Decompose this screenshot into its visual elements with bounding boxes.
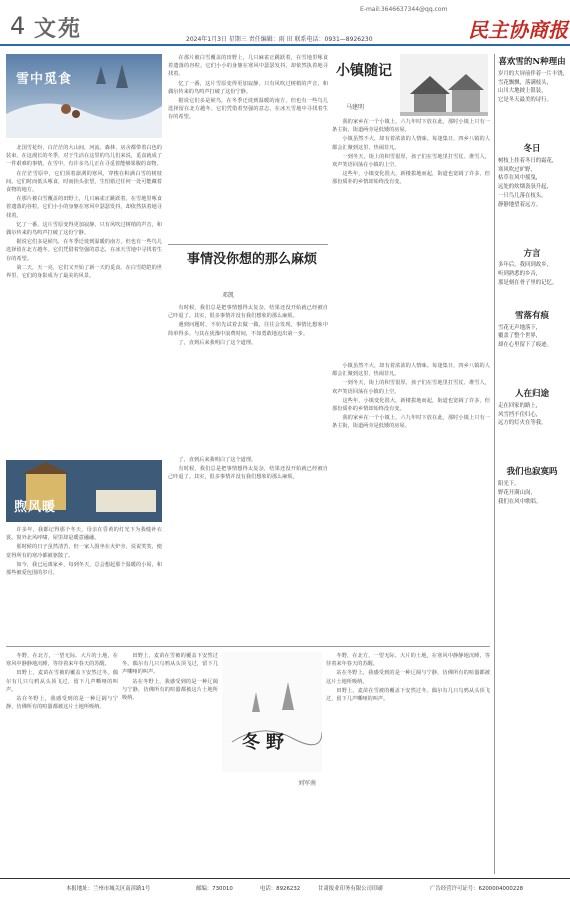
winter-title: 冬野 xyxy=(242,732,290,753)
poem-1: 喜欢雪的N种理由 岁月的大屏前伴着一片丰饶， 雪花飘飘，落满枝头， 山川大地披上银装， 它是冬天最美的诗行。 xyxy=(498,57,569,104)
footer-printer: 甘肃报业印务有限公司印刷 xyxy=(318,886,383,892)
divider xyxy=(168,244,328,245)
mood-author: 邓凯 xyxy=(222,292,235,299)
section-name: 文苑 xyxy=(34,16,83,42)
page-footer xyxy=(0,878,570,900)
snow-scene-image xyxy=(6,54,162,138)
header-rule xyxy=(0,44,570,46)
poem-5: 人在归途 走在回家的路上， 风雪挡不住归心， 远方的灯火在等我。 xyxy=(498,388,549,427)
town-photo xyxy=(400,54,488,116)
winter-art xyxy=(222,652,322,772)
town-drawing xyxy=(400,54,488,116)
mood-body-cont: 了，直到后来我明白了这个道理。 有时候，我们总是把事情想得太复杂，结果还没开始就已经被自己吓退了。其实，很多事情并没有我们想象的那么麻烦。 xyxy=(168,457,328,481)
warm-title: 煦风暖 xyxy=(14,500,57,515)
poem-4: 雪落有痕 雪花无声地落下， 覆盖了整个世界， 却在心里留下了痕迹。 xyxy=(498,310,552,349)
winter-author: 刘军南 xyxy=(298,780,317,787)
snow-photo xyxy=(6,54,162,138)
winter-body-mid: 田野上，麦苗在雪被的覆盖下安然过冬。偶尔有几只乌鸦从头顶飞过，留下几声嘶哑的叫声。 站在冬野上，我感受到的是一种辽阔与宁静，仿佛所有的喧嚣都被这片土地所吸纳。 xyxy=(122,653,218,702)
town-title: 小镇随记 xyxy=(336,63,392,79)
bottom-divider xyxy=(6,646,490,647)
dateline: 2024年1月3日 星期三 责任编辑：雨 田 联系电话：0931—8926230 xyxy=(186,36,373,43)
poem-3: 方言 多年后，我回到故乡， 听到熟悉的乡音， 那是刻在骨子里的记忆。 xyxy=(498,248,558,286)
poem-2: 冬日 树枝上挂着冬日的霜花， 寒风吹过旷野， 枯草在风中摇曳， 远处的炊烟袅袅升起， 一只鸟儿落在枝头， 静静地望着远方。 xyxy=(498,143,558,208)
page-number: 4 xyxy=(10,12,26,40)
town-author: 马建明 xyxy=(346,104,365,111)
town-body-cont: 小镇虽然不大，却有着浓浓的人情味。每逢集日，四乡八镇的人都会汇聚到这里，热闹非凡。 一到冬天，街上的积雪很厚，孩子们在雪地里打雪仗、堆雪人，欢声笑语回荡在小镇的上空。 这些年，小镇变化很大，新楼拔地而起，街道也宽阔了许多，但那份质朴的乡情却始终没有变。 我的家乡在一个小镇上，六九年时下放在此，那时小镇上只有一条主街，街道两旁是低矮的房屋。 xyxy=(332,363,490,430)
footer-postcode: 邮编：730010 xyxy=(196,886,233,892)
column-2-top: 在那片被白雪覆盖的田野上，几只麻雀正跳跃着，在雪地里啄食着遗落的谷粒。它们小小的身躯在寒风中瑟瑟发抖，却依然执着地寻找着。 忆了一番，这片雪原变得更加寂静。只有风吹过树梢的声音，和偶尔传来的鸟鸣声打破了这份宁静。 据说它们多是候鸟，在冬季迁徙到温暖的南方，但也有一些鸟儿选择留在北方越冬。它们凭借着坚强的意志，在冰天雪地中寻找着生存的希望。 xyxy=(168,55,328,121)
footer-ad-license: 广告经营许可证号：6200004000228 xyxy=(430,886,524,892)
winter-body-left: 冬野，在北方，一望无际。大片的土地，在寒风中静静地沉睡，等待着来年春天的苏醒。 田野上，麦苗在雪被的覆盖下安然过冬。偶尔有几只乌鸦从头顶飞过，留下几声嘶哑的叫声。 站在冬野上，我感受到的是一种辽阔与宁静，仿佛所有的喧嚣都被这片土地所吸纳。 xyxy=(6,653,118,711)
footer-address: 本报地址：兰州市城关区南滨路1号 xyxy=(66,886,151,892)
footer-rule xyxy=(0,878,570,879)
sidebar-rule xyxy=(494,54,495,874)
masthead-logo: 民主协商报 xyxy=(468,18,568,42)
town-body: 我的家乡在一个小镇上，六九年时下放在此，那时小镇上只有一条主街，街道两旁是低矮的房屋。 小镇虽然不大，却有着浓浓的人情味。每逢集日，四乡八镇的人都会汇聚到这里，热闹非凡。 一到冬天，街上的积雪很厚，孩子们在雪地里打雪仗、堆雪人，欢声笑语回荡在小镇的上空。 这些年，小镇变化很大，新楼拔地而起，街道也宽阔了许多，但那份质朴的乡情却始终没有变。 xyxy=(332,119,490,186)
warm-photo xyxy=(6,460,162,522)
mood-title: 事情没你想的那么麻烦 xyxy=(186,252,317,267)
poem-6: 我们也寂寞吗 阳光下， 野花开满山岗， 我们在风中歌唱。 xyxy=(498,467,558,505)
winter-sketch xyxy=(222,652,322,772)
winter-body-right: 冬野，在北方，一望无际。大片的土地，在寒风中静静地沉睡，等待着来年春天的苏醒。 站在冬野上，我感受到的是一种辽阔与宁静，仿佛所有的喧嚣都被这片土地所吸纳。 田野上，麦苗在雪被的覆盖下安然过冬。偶尔有几只乌鸦从头顶飞过，留下几声嘶哑的叫声。 xyxy=(326,653,490,703)
contact-email: E-mail:3646637344@qq.com xyxy=(360,6,448,13)
mood-body: 有时候，我们总是把事情想得太复杂，结果还没开始就已经被自己吓退了。其实，很多事情并没有我们想象的那么麻烦。 遇到问题时，不妨先试着去做一做，往往会发现，事情比想象中简单得多。与其在犹豫中浪费时间，不如勇敢地迈出第一步。 了，直到后来我明白了这个道理。 xyxy=(168,305,328,346)
snow-title: 雪中觅食 xyxy=(16,72,73,87)
page-header xyxy=(0,0,570,50)
poem-column xyxy=(498,54,569,874)
footer-phone: 电话：8926232 xyxy=(260,886,301,892)
warm-body: 许多年，我都记得那个冬天，母亲在昏黄的灯光下为我缝补衣裳。窗外北风呼啸，屋里却是暖意融融。 那时候的日子虽然清苦，但一家人围坐在火炉旁，说说笑笑，便觉得所有的寒冷都被驱散了。 如今，我已远离家乡，每到冬天，总会想起那个温暖的小屋，和那些被爱包围的岁月。 xyxy=(6,527,162,577)
snow-body: 北国雪花纷，白茫茫的大山间，河流、森林、房舍都带着白色的装束，在这漫长的冬季，对于生活在这里的鸟儿们来说，觅食就成了一件艰难的事情。在雪中，有许多鸟儿正在寻觅着能够果腹的食物。 在茫茫雪原中，它们顶着凛冽的寒风，穿梭在积满白雪的树枝间。它们时而低头啄食，时而抬头张望，生怕错过任何一处可能藏着食物的地方。 在那片被白雪覆盖的田野上，几只麻雀正跳跃着，在雪地里啄食着遗落的谷粒。它们小小的身躯在寒风中瑟瑟发抖，却依然执着地寻找着。 忆了一番，这片雪原变得更加寂静。只有风吹过树梢的声音，和偶尔传来的鸟鸣声打破了这份宁静。 据说它们多是候鸟，在冬季迁徙到温暖的南方，但也有一些鸟儿选择留在北方越冬。它们凭借着坚强的意志，在冰天雪地中寻找着生存的希望。 第二天，天一亮，它们又开始了新一天的觅食。在白雪皑皑的世界里，它们的身影成为了最美的风景。 xyxy=(6,145,162,280)
